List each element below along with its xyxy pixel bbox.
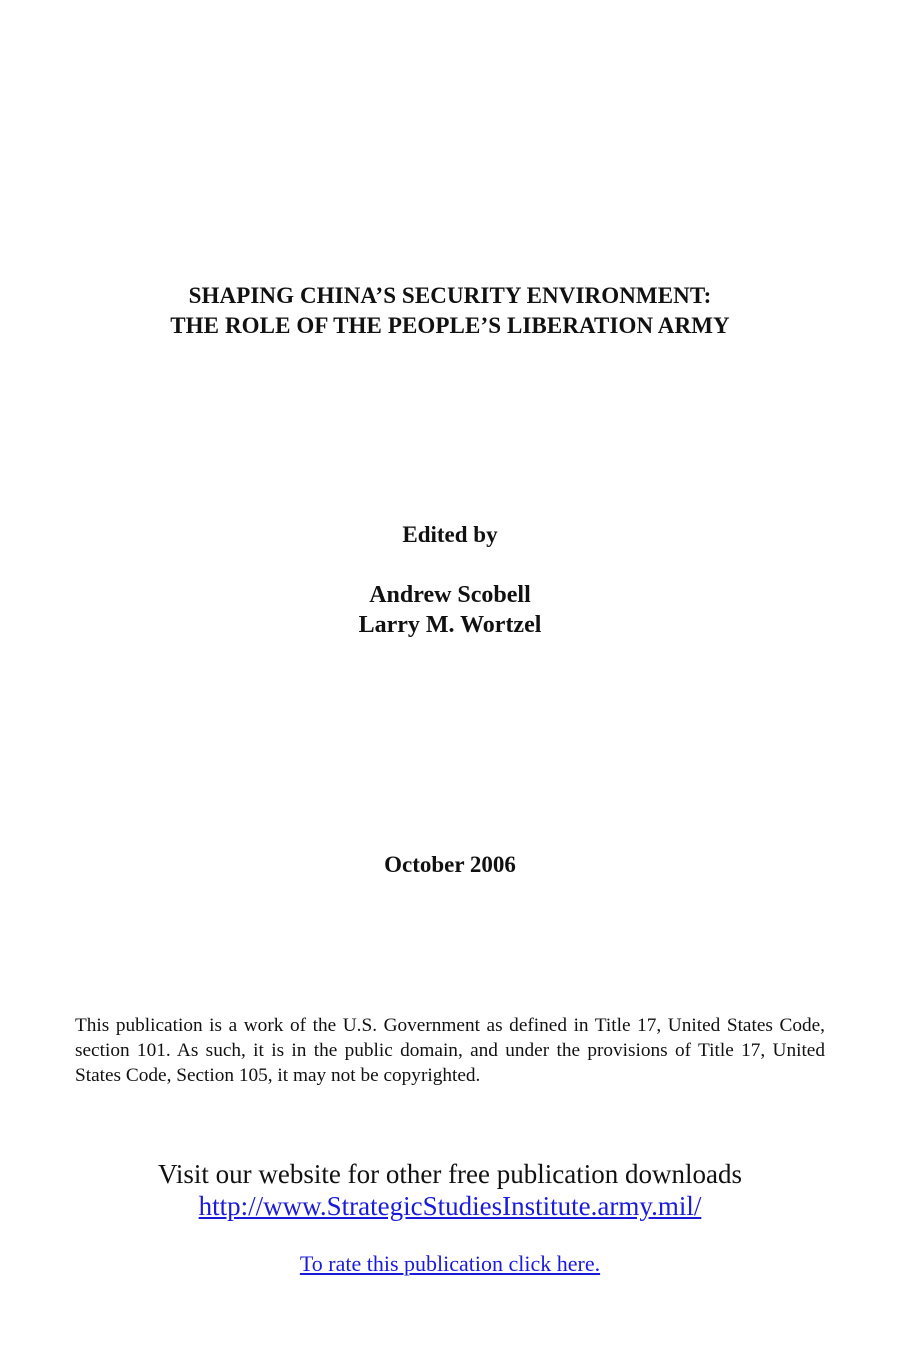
public-domain-notice: This publication is a work of the U.S. Government as defined in Title 17, United States Code, section 101. As such, it is in the public domain, and under the provisions of Title 17, United States Code, Section 105, it may not be copyrighted. <box>75 1015 825 1086</box>
authors-list <box>0 580 900 640</box>
website-link-container <box>0 1190 900 1222</box>
rate-link-container <box>0 1250 900 1278</box>
edited-by-label: Edited by <box>402 522 498 547</box>
title-line-1: SHAPING CHINA’S SECURITY ENVIRONMENT: <box>188 283 712 308</box>
website-prompt: Visit our website for other free publication downloads <box>158 1159 742 1189</box>
publication-date: October 2006 <box>384 852 516 877</box>
publication-title <box>0 281 900 341</box>
author-name: Andrew Scobell <box>369 582 531 608</box>
author-name: Larry M. Wortzel <box>358 612 542 638</box>
rate-publication-link[interactable]: To rate this publication click here. <box>299 1251 601 1276</box>
website-link[interactable]: http://www.StrategicStudiesInstitute.army.mil/ <box>198 1191 702 1221</box>
title-line-2: THE ROLE OF THE PEOPLE’S LIBERATION ARMY <box>170 313 730 338</box>
